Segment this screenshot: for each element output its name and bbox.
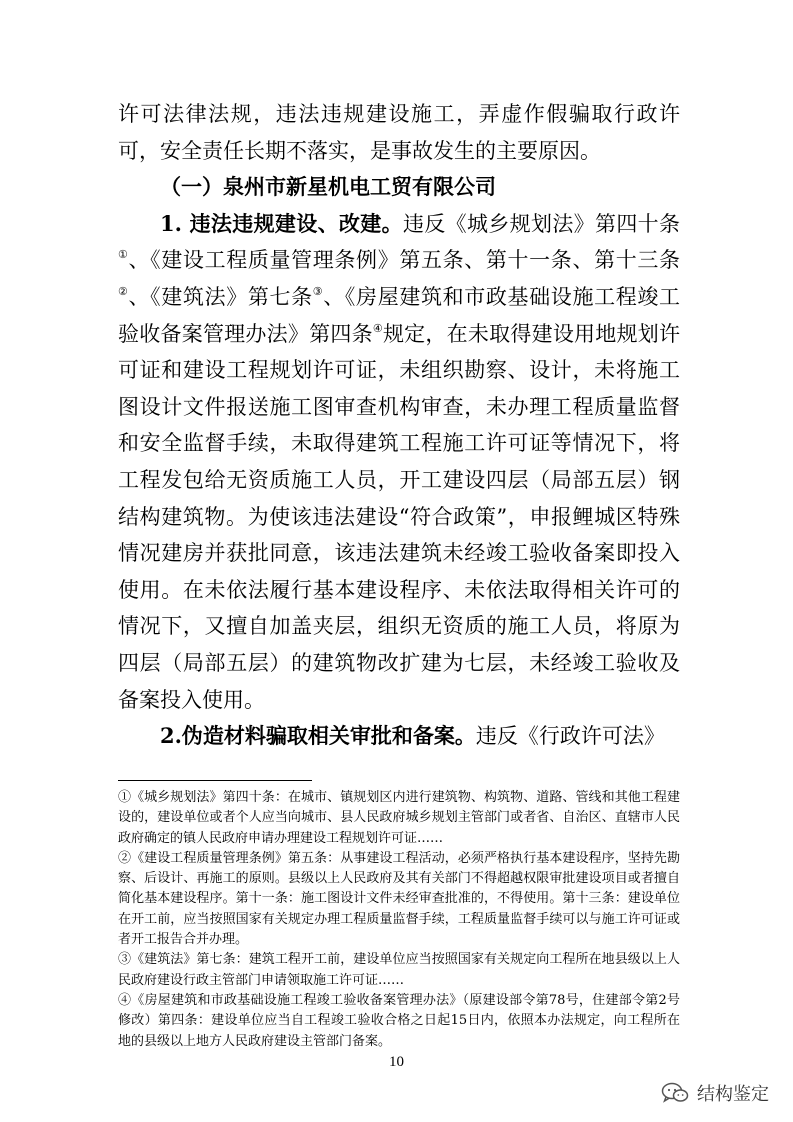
footnote-ref-4[interactable]: ④ xyxy=(372,321,383,335)
paragraph-text: 规定，在未取得建设用地规划许可证和建设工程规划许可证，未组织勘察、设计，未将施工图设计文件报送施工图审查机构审查，未办理工程质量监督和安全监督手续，未取得建筑工程施工许可证等情况下，将工程发包给无资质施工人员，开工建设四层（局部五层）钢结构建筑物。为使该违法建设“符合政策”，申报鲤城区特殊情况建房并获批同意，该违法建筑未经竣工验收备案即投入使用。在未依法履行基本建设程序、未依法取得相关许可的情况下，又擅自加盖夹层，组织无资质的施工人员，将原为四层（局部五层）的建筑物改扩建为七层，未经竣工验收及备案投入使用。 xyxy=(118,321,680,712)
paragraph-text: 违反《城乡规划法》第四十条 xyxy=(402,211,681,236)
footnote-ref-2[interactable]: ② xyxy=(118,284,129,298)
paragraph-text: 、《建设工程质量管理条例》第五条、第十一条、第十三条 xyxy=(128,248,680,273)
footnote-1: ①《城乡规划法》第四十条：在城市、镇规划区内进行建筑物、构筑物、道路、管线和其他工程建设的，建设单位或者个人应当向城市、县人民政府城乡规划主管部门或者省、自治区、直辖市人民政府确定的镇人民政府申请办理建设工程规划许可证…… xyxy=(118,790,680,846)
paragraph-forged-materials xyxy=(118,718,680,755)
footnote-4: ④《房屋建筑和市政基础设施工程竣工验收备案管理办法》（原建设部令第78号，住建部令第2号修改）第四条：建设单位应当自工程竣工验收合格之日起15日内，依照本办法规定，向工程所在地的县级以上地方人民政府建设主管部门备案。 xyxy=(118,992,680,1049)
watermark-text: 结构鉴定 xyxy=(697,1084,769,1105)
wechat-icon xyxy=(661,1082,689,1104)
paragraph-lead: 1. 违法违规建设、改建。 xyxy=(160,210,403,236)
paragraph-illegal-construction xyxy=(118,206,680,718)
footnote-ref-1[interactable]: ① xyxy=(118,248,129,262)
footnote-2: ②《建设工程质量管理条例》第五条：从事建设工程活动，必须严格执行基本建设程序，坚持先勘察、后设计、再施工的原则。县级以上人民政府及其有关部门不得超越权限审批建设项目或者擅自简化基本建设程序。第十一条：施工图设计文件未经审查批准的，不得使用。第十三条：建设单位在开工前，应当按照国家有关规定办理工程质量监督手续，工程质量监督手续可以与施工许可证或者开工报告合并办理。 xyxy=(118,850,680,948)
paragraph-lead: 2.伪造材料骗取相关审批和备案。 xyxy=(160,723,476,749)
footnote-divider xyxy=(118,780,312,781)
paragraph-text: 、《建筑法》第七条 xyxy=(128,284,313,309)
paragraph-text: 、《房屋建筑和市政基础设施工程竣工验收备案管理办法》第四条 xyxy=(118,284,681,346)
paragraph-cause: 许可法律法规，违法违规建设施工，弄虚作假骗取行政许可，安全责任长期不落实，是事故发生的主要原因。 xyxy=(118,102,680,163)
footnotes xyxy=(118,788,680,1052)
page-number: 10 xyxy=(389,1054,404,1070)
body-text xyxy=(118,96,680,755)
footnote-ref-3[interactable]: ③ xyxy=(312,284,324,298)
watermark xyxy=(661,1080,769,1106)
paragraph-text: 违反《行政许可法》 xyxy=(475,724,665,749)
section-heading: （一）泉州市新星机电工贸有限公司 xyxy=(160,174,496,200)
footnote-3: ③《建筑法》第七条：建筑工程开工前，建设单位应当按照国家有关规定向工程所在地县级以上人民政府建设行政主管部门申请领取施工许可证…… xyxy=(118,952,680,988)
